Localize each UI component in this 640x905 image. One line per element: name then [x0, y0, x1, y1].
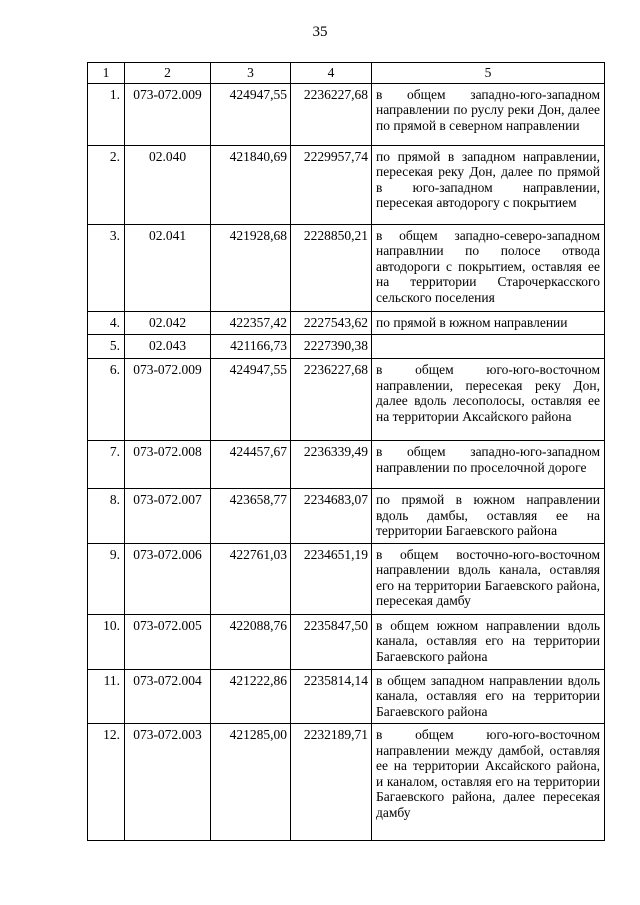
- coord-y: 2236227,68: [291, 83, 372, 145]
- coord-y: 2232189,71: [291, 724, 372, 841]
- boundary-description: по прямой в западном направлении, пересекая реку Дон, далее по прямой в юго-западном направлении, пересекая автодорогу с покрытием: [372, 145, 605, 224]
- boundary-description: в общем западно-северо-западном направлнии по полосе отвода автодороги с покрытием, оставляя ее на территории Старочеркасского сельского поселения: [372, 224, 605, 311]
- coord-y: 2235814,14: [291, 669, 372, 724]
- table-row: [88, 614, 605, 669]
- point-code: 073-072.004: [125, 669, 211, 724]
- boundary-description: в общем западном направлении вдоль канала, оставляя его на территории Багаевского района: [372, 669, 605, 724]
- header-col-2: 2: [125, 63, 211, 84]
- coord-x: 421840,69: [211, 145, 291, 224]
- row-number: 1.: [88, 83, 125, 145]
- boundary-description: по прямой в южном направлении: [372, 311, 605, 335]
- row-number: 2.: [88, 145, 125, 224]
- coord-x: 421285,00: [211, 724, 291, 841]
- row-number: 3.: [88, 224, 125, 311]
- point-code: 02.040: [125, 145, 211, 224]
- table-row: [88, 543, 605, 614]
- coord-y: 2227543,62: [291, 311, 372, 335]
- table-row: [88, 724, 605, 841]
- table-row: [88, 224, 605, 311]
- boundary-description: в общем западно-юго-западном направлении по руслу реки Дон, далее по прямой в северном направлении: [372, 83, 605, 145]
- coord-x: 422357,42: [211, 311, 291, 335]
- point-code: 073-072.009: [125, 83, 211, 145]
- coord-x: 421166,73: [211, 335, 291, 359]
- boundary-description: [372, 335, 605, 359]
- coord-y: 2229957,74: [291, 145, 372, 224]
- point-code: 02.041: [125, 224, 211, 311]
- row-number: 6.: [88, 359, 125, 441]
- row-number: 7.: [88, 441, 125, 489]
- boundary-description: в общем западно-юго-западном направлении по проселочной дороге: [372, 441, 605, 489]
- table-row: [88, 311, 605, 335]
- table-row: [88, 335, 605, 359]
- table-row: [88, 489, 605, 544]
- boundary-description: в общем южном направлении вдоль канала, оставляя его на территории Багаевского района: [372, 614, 605, 669]
- point-code: 073-072.008: [125, 441, 211, 489]
- table-row: [88, 669, 605, 724]
- coord-y: 2236339,49: [291, 441, 372, 489]
- coord-y: 2228850,21: [291, 224, 372, 311]
- row-number: 11.: [88, 669, 125, 724]
- table-body: [88, 83, 605, 841]
- coord-x: 424947,55: [211, 83, 291, 145]
- table-row: [88, 83, 605, 145]
- boundary-description: в общем восточно-юго-восточном направлении вдоль канала, оставляя его на территории Багаевского района, пересекая дамбу: [372, 543, 605, 614]
- header-col-5: 5: [372, 63, 605, 84]
- page-number: 35: [312, 24, 328, 40]
- coord-x: 422088,76: [211, 614, 291, 669]
- point-code: 073-072.009: [125, 359, 211, 441]
- boundary-description: по прямой в южном направлении вдоль дамбы, оставляя ее на территории Багаевского района: [372, 489, 605, 544]
- table-row: [88, 145, 605, 224]
- row-number: 10.: [88, 614, 125, 669]
- boundary-points-table: [87, 62, 605, 841]
- header-col-1: 1: [88, 63, 125, 84]
- coord-x: 422761,03: [211, 543, 291, 614]
- table-header: [88, 63, 605, 84]
- coord-x: 424457,67: [211, 441, 291, 489]
- table-row: [88, 359, 605, 441]
- coord-y: 2227390,38: [291, 335, 372, 359]
- coord-y: 2236227,68: [291, 359, 372, 441]
- coord-y: 2234651,19: [291, 543, 372, 614]
- coord-x: 424947,55: [211, 359, 291, 441]
- point-code: 073-072.007: [125, 489, 211, 544]
- row-number: 12.: [88, 724, 125, 841]
- point-code: 02.043: [125, 335, 211, 359]
- coord-x: 421222,86: [211, 669, 291, 724]
- boundary-description: в общем юго-юго-восточном направлении между дамбой, оставляя ее на территории Аксайского района, и каналом, оставляя его на территории Багаевского района, далее пересекая дамбу: [372, 724, 605, 841]
- row-number: 9.: [88, 543, 125, 614]
- coord-y: 2234683,07: [291, 489, 372, 544]
- point-code: 073-072.005: [125, 614, 211, 669]
- point-code: 073-072.006: [125, 543, 211, 614]
- row-number: 4.: [88, 311, 125, 335]
- point-code: 073-072.003: [125, 724, 211, 841]
- coord-x: 423658,77: [211, 489, 291, 544]
- row-number: 8.: [88, 489, 125, 544]
- header-col-4: 4: [291, 63, 372, 84]
- point-code: 02.042: [125, 311, 211, 335]
- row-number: 5.: [88, 335, 125, 359]
- table-row: [88, 441, 605, 489]
- coord-y: 2235847,50: [291, 614, 372, 669]
- header-row: [88, 63, 605, 84]
- header-col-3: 3: [211, 63, 291, 84]
- coord-x: 421928,68: [211, 224, 291, 311]
- boundary-description: в общем юго-юго-восточном направлении, пересекая реку Дон, далее вдоль лесополосы, оставляя ее на территории Аксайского района: [372, 359, 605, 441]
